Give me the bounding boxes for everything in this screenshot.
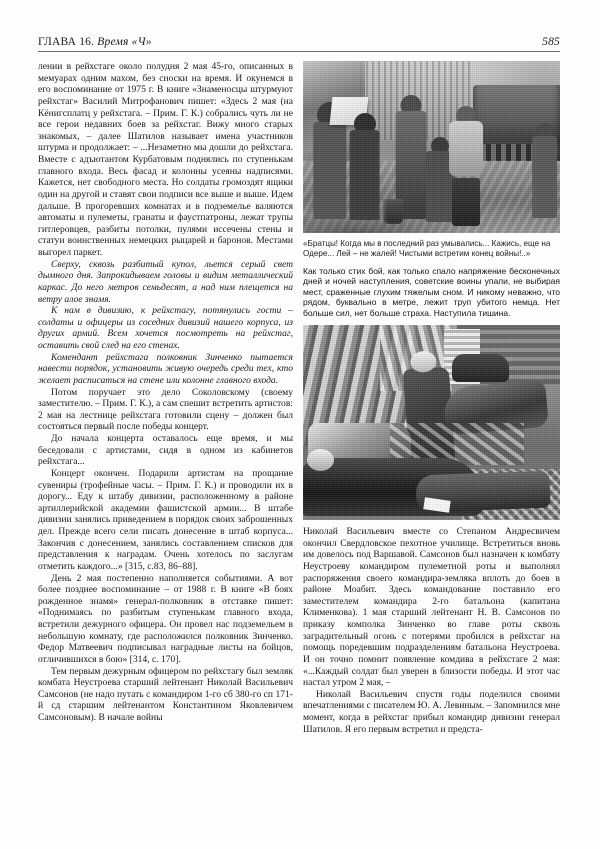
paragraph: Потом поручает это дело Соколовскому (своему заместителю. – Прим. Г. К.), а сам спешит встретить артистов: 2 мая на лестнице рейхстага готовили сцену – должен был состояться первый после победы концерт. [38,386,293,433]
right-content-column [303,61,560,735]
sleeping-soldiers-photo [303,325,560,520]
paragraph: Тем первым дежурным офицером по рейхстагу был земляк комбата Неустроева старший лейтенант Николай Васильевич Самсонов (не надо путать с командиром 1-го сб 380-го сп 171-й сд старшим лейтенантом Константином Яковлевичем Самсоновым). В начале войны [38,665,293,723]
running-head [38,36,560,52]
paragraph: День 2 мая постепенно наполняется событиями. А вот более позднее воспоминание – от 1988 г. В книге «В боях рожденное знамя» генерал-полковник в отставке пишет: «Поднимаясь по разбитым ступенькам главного входа, встретили дежурного офицера. Он провел нас подземельем в небольшую комнату, где расположился полковник Зинченко. Федор Матвеевич подписывал наградные листы на бойцов, отличившихся в бою» [314, с. 170]. [38,572,293,665]
running-head-left [38,36,152,48]
paragraph: Николай Васильевич спустя годы поделился своими впечатлениями с писателем Ю. А. Левиным. – Запомнился мне момент, когда в рейхстаг прибыл командир дивизии генерал Шатилов. Я его первым встретил и предста- [303,688,560,735]
paragraph: До начала концерта оставалось еще время, и мы беседовали с артистами, сидя в одном из кабинетов рейхстага... [38,433,293,468]
left-text-column [38,61,293,724]
paragraph: Комендант рейхстага полковник Зинченко пытается навести порядок, установить живую очередь среди тех, кто желает расписаться на стене или колонне главного входа. [38,351,293,386]
paragraph: Николай Васильевич вместе со Степаном Андресвичем окончил Свердловское пехотное училище. Встретиться вновь им довелось под Варшавой. Самсонов был назначен к комбату Неустроеву командиром пулеметной роты и выполнял распоряжения своего командира-земляка вплоть до боев в районе Моабит. Здесь командование поставило его заместителем командира 2-го батальона (капитана Клименкова). 1 мая старший лейтенант Н. В. Самсонов по приказу комполка Зинченко во главе роты сквозь заградительный огонь с потерями пробился в рейхстаг на помощь поредевшим подразделениям батальона Неустроева. И он точно помнит появление комдива в рейхстаге 2 мая: «...Каждый солдат был уверен в близости победы. И этот час настал утром 2 мая, – [303,526,560,689]
chapter-title: Время «Ч» [97,36,152,48]
page-number: 585 [542,36,560,48]
lede-paragraph: Как только стих бой, как только спало напряжение бесконечных дней и ночей наступления, советские воины упали, не выбирая мест, сраженные глухим тяжелым сном. И никому неважно, что рядом, буквально в метре, лежит труп убитого немца. Нет больше сил, нет больше страха. Наступила тишина. [303,266,560,318]
bucket-shape [383,199,404,225]
paragraph: Сверху, сквозь разбитый купол, льется серый свет дымного дня. Запрокидываем головы и видим металлический каркас. До него метров семьдесят, а над ним плещется на ветру алое знамя. [38,258,293,305]
paragraph: Концерт окончен. Подарили артистам на прощание сувениры (трофейные часы. – Прим. Г. К.) и проводили их в дорогу... Еду к штабу дивизии, расположенному в районе артиллерийской академии фашистской армии... В штабе дивизии занялись приведением в порядок своих заброшенных дел. Прежде всего сели писать донесение в штаб корпуса... Закончив с донесением, занялись составлением списков для представления к наградам. Очень хотелось по заслугам отметить каждого...» [315, с.83, 86–88]. [38,467,293,572]
paragraph: К нам в дивизию, к рейхстагу, потянулись гости – солдаты и офицеры из соседних дивизий нашего корпуса, из других армий. Всем хочется посмотреть на рейхстаг, оставить свой след на его стенах. [38,305,293,351]
chapter-label: ГЛАВА 16. [38,36,95,48]
figure-caption-top: «Братцы! Когда мы в последний раз умывались... Кажись, еще на Одере... Лей – не жалей! Чистыми встретим конец войны!..» [303,239,551,258]
soldiers-washing-photo [303,61,560,233]
paragraph: лении в рейхстаге около полудня 2 мая 45-го, описанных в мемуарах одним махом, без сноски на время. И окунемся в его воспоминание от 1975 г. В книге «Знаменосцы штурмуют рейхстаг» Василий Митрофанович пишет: «Здесь 2 мая (на Кёнигсплатц у рейхстага. – Прим. Г. К.) собрались чуть ли не все герои недавних боев за рейхстаг. Вижу много старых знакомых, – далее Шатилов называет имена участников штурма и продолжает: – ...Незаметно мы дошли до рейхстага. Вместе с адъютантом Курбатовым поднялись по ступенькам главного входа. Весь фасад и колонны усеяны надписями. Кажется, нет свободного места. Но солдаты громоздят ящики один на другой и ставят свои подписи все выше и выше. Идем дальше. В прогоревших комнатах и в подземелье валяются автоматы и пулеметы, гранаты и фаустпатроны, лежат трупы гитлеровцев, разбиты потолки, пулями иссечены стены и статуи воинственных немецких рыцарей и баронов. Местами выгорел паркет. [38,61,293,258]
